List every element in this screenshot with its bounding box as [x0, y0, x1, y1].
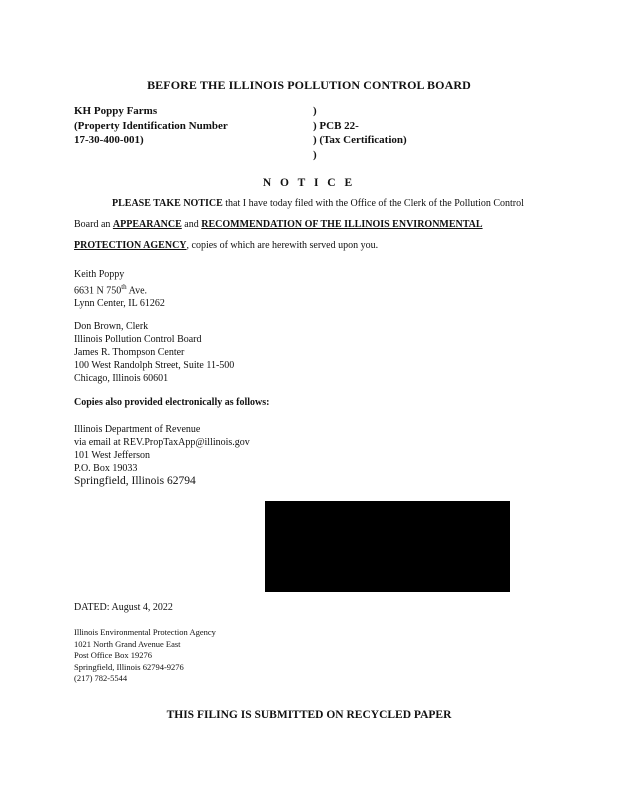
address-line: 101 West Jefferson — [74, 450, 151, 461]
property-id-label: (Property Identification Number — [74, 119, 228, 132]
electronic-copies-label: Copies also provided electronically as follows: — [74, 397, 270, 408]
document-recommendation: RECOMMENDATION OF THE ILLINOIS ENVIRONMENTAL PROTECTION AGENCY — [74, 219, 483, 251]
recipient-city: Lynn Center, IL 61262 — [74, 298, 165, 310]
agency-po-box: Post Office Box 19276 — [74, 650, 152, 660]
case-caption-left — [74, 104, 228, 148]
notice-text: and — [181, 219, 202, 230]
recipient-address-3 — [74, 423, 250, 488]
notice-paragraph — [74, 193, 544, 256]
address-line: via email at REV.PropTaxApp@illinois.gov — [74, 437, 250, 448]
case-number: ) PCB 22- — [313, 119, 359, 132]
date-line: DATED: August 4, 2022 — [74, 602, 173, 613]
address-line: Don Brown, Clerk — [74, 321, 149, 332]
recipient-street: 6631 N 750th Ave. — [74, 283, 148, 297]
petitioner-name: KH Poppy Farms — [74, 105, 158, 117]
agency-name: Illinois Environmental Protection Agency — [74, 627, 216, 637]
case-caption-right — [313, 104, 407, 162]
agency-city: Springfield, Illinois 62794-9276 — [74, 661, 184, 672]
address-line: James R. Thompson Center — [74, 347, 185, 358]
document-appearance: APPEARANCE — [112, 219, 182, 230]
caption-bracket: ) — [313, 148, 317, 161]
address-line: Chicago, Illinois 60601 — [74, 373, 169, 384]
property-id-number: 17-30-400-001) — [74, 134, 144, 146]
recipient-address-2 — [74, 320, 234, 385]
caption-bracket: ) — [313, 105, 317, 117]
notice-lead: PLEASE TAKE NOTICE — [112, 198, 223, 209]
recycled-paper-footer: THIS FILING IS SUBMITTED ON RECYCLED PAPER — [166, 709, 452, 721]
document-title: BEFORE THE ILLINOIS POLLUTION CONTROL BOARD — [147, 78, 471, 92]
notice-heading: N O T I C E — [262, 177, 356, 189]
recipient-name: Keith Poppy — [74, 269, 125, 280]
agency-phone: (217) 782-5544 — [74, 673, 128, 683]
agency-address — [74, 627, 216, 685]
address-line: Springfield, Illinois 62794 — [74, 475, 196, 487]
address-line: Illinois Pollution Control Board — [74, 334, 202, 345]
agency-street: 1021 North Grand Avenue East — [74, 638, 181, 649]
notice-text: that I have today filed with the Office of the Clerk of the Pollution Control Board an — [74, 198, 524, 230]
address-line: P.O. Box 19033 — [74, 463, 138, 474]
case-type: ) (Tax Certification) — [313, 134, 407, 146]
notice-text: , copies of which are herewith served upon you. — [186, 240, 379, 251]
redacted-signature-block — [265, 501, 510, 592]
address-line: Illinois Department of Revenue — [74, 424, 201, 435]
address-line: 100 West Randolph Street, Suite 11-500 — [74, 360, 235, 371]
recipient-address-1 — [74, 268, 165, 310]
